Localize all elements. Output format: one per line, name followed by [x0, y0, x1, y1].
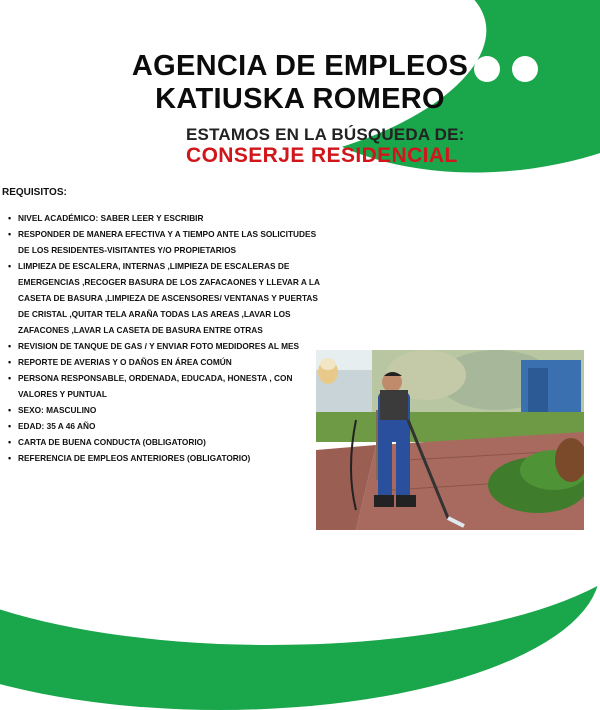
list-item: • HORARIO: LUNES A VIERNES DE 8:00A 5:00PM ( 1 HORA DE ALMUERZO) — [8, 548, 338, 564]
list-item: • BENEFICIO DE LEY — [8, 532, 338, 548]
list-item: • EDAD: 35 A 46 AÑO — [8, 418, 323, 434]
list-item: • RESPONDER DE MANERA EFECTIVA Y A TIEMPO ANTE LAS SOLICITUDES DE LOS RESIDENTES-VISITANTES Y/O PROPIETARIOS — [8, 226, 323, 258]
requirements-list — [8, 210, 323, 466]
title-line-1: AGENCIA DE EMPLEOS — [131, 50, 469, 82]
list-item: • SABADO : 8:00AM A 12:00M — [8, 564, 338, 580]
search-subtitle: ESTAMOS EN LA BÚSQUEDA DE: — [186, 125, 465, 144]
list-item: • SEXO: MASCULINO — [8, 402, 323, 418]
list-item: • SALARIO: RD$ 18,000 PESOS MENSUALES — [8, 516, 338, 532]
list-item: • REVISION DE TANQUE DE GAS / Y ENVIAR FOTO MEDIDORES AL MES — [8, 338, 323, 354]
list-item: • UBICACIÓN: CALLE/ PROLOGANCION , SANTIAGO — [8, 580, 338, 596]
photo-illustration — [316, 350, 584, 530]
job-position: CONSERJE RESIDENCIAL — [186, 144, 458, 167]
title-line-2: KATIUSKA ROMERO — [155, 83, 445, 115]
list-item: • LIMPIEZA DE ESCALERA, INTERNAS ,LIMPIEZA DE ESCALERAS DE EMERGENCIAS ,RECOGER BASURA DE LOS ZAFACAONES Y LLEVAR A LA CASETA DE BASURA ,LIMPIEZA DE ASCENSORES/ VENTANAS Y PUERTAS DE CRISTAL ,QUITAR TELA ARAÑA TODAS LAS AREAS ,LAVAR LOS ZAFACONES ,LAVAR LA CASETA DE BASURA ENTRE OTRAS — [8, 258, 323, 338]
list-item: • REFERENCIA DE EMPLEOS ANTERIORES (OBLIGATORIO) — [8, 450, 323, 466]
requirements-heading: REQUISITOS: — [2, 187, 67, 198]
benefits-list — [8, 516, 338, 596]
list-item: • NIVEL ACADÉMICO: SABER LEER Y ESCRIBIR — [8, 210, 323, 226]
worker-pressure-washing-photo — [316, 350, 584, 530]
benefits-heading: BENEFICIOS — [2, 496, 64, 507]
list-item: • PERSONA RESPONSABLE, ORDENADA, EDUCADA, HONESTA , CON VALORES Y PUNTUAL — [8, 370, 323, 402]
page-title — [0, 50, 600, 116]
list-item: • REPORTE DE AVERIAS Y O DAÑOS EN ÁREA COMÚN — [8, 354, 323, 370]
list-item: • CARTA DE BUENA CONDUCTA (OBLIGATORIO) — [8, 434, 323, 450]
